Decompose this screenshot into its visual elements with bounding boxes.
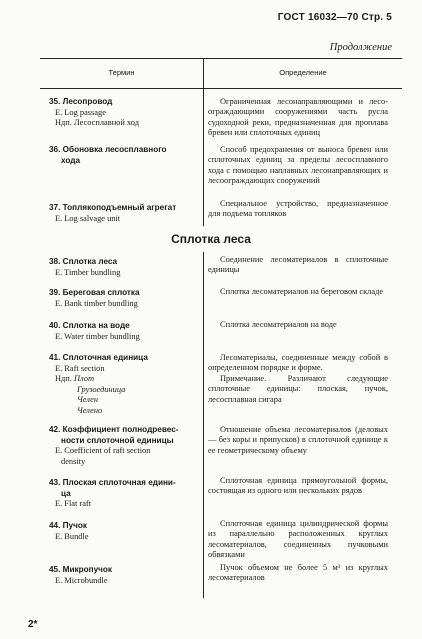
column-header-terms: Термин [108,68,135,77]
definition-38: Соединение лесоматериалов в сплоточные единицы [208,255,388,275]
term-entry-41: 41. Сплоточная единица E. Raft section Ндп. Плот Грузоединица Челен Челено [49,353,148,415]
term-entry-45: 45. Микропучок E. Microbundle [49,565,112,585]
term-entry-38: 38. Сплотка леса E. Timber bundling [49,257,121,277]
continuation-label: Продолжение [329,42,392,53]
definition-41: Лесоматериалы, соединенные между собой в определенном порядке и форме. Примечание. Различают следующие сплоточные единицы: плоская, пучок, лесосплавная сигара [208,353,388,404]
definition-37: Специальное устройство, предназначенное для подъема топляков [208,199,388,219]
term-entry-36: 36. Обоновка лесосплавного хода [49,145,167,165]
definition-35: Ограниченная лесонаправляющими и лесо-ограждающими сооружениями часть русла судоходной реки, предназначенная для проплава бревен или сплоточных единиц [208,97,388,138]
page-footer-mark: 2* [28,619,38,630]
definition-39: Сплотка лесоматериалов на береговом складе [220,287,384,296]
definition-36: Способ предохранения от выноса бревен или сплоточных единиц за пределы лесосплавного хода с помощью наплавных лесонаправляющих и лесоограждающих сооружений [208,145,388,186]
definition-43: Сплоточная единица прямоугольной формы, состоящая из одного или нескольких рядов [208,476,388,496]
term-entry-40: 40. Сплотка на воде E. Water timber bundling [49,321,140,341]
definition-44: Сплоточная единица цилиндрической формы из параллельно расположенных круглых лесоматериалов, соединенных пучковыми обвязками [208,519,388,560]
term-entry-35: 35. Лесопровод E. Log passage Ндп. Лесосплавной ход [49,97,140,127]
definition-42: Отношение объема лесоматериалов (деловых — без коры и припусков) в сплоточной единице к ее геометрическому объему [208,425,388,455]
table-header-rule [40,88,402,89]
definition-40: Сплотка лесоматериалов на воде [220,320,337,329]
term-entry-42: 42. Коэффициент полнодревес- ности сплоточной единицы E. Coefficient of raft section density [49,425,179,466]
column-header-definition: Определение [279,68,327,77]
definition-45: Пучок объемом не более 5 м³ из круглых лесоматериалов [208,563,388,583]
table-top-rule [40,58,402,59]
term-entry-39: 39. Береговая сплотка E. Bank timber bundling [49,288,140,308]
column-divider-top [203,58,204,226]
column-divider-bottom [203,252,204,598]
term-entry-44: 44. Пучок E. Bundle [49,521,89,541]
page-header-code: ГОСТ 16032—70 Стр. 5 [277,12,392,23]
term-entry-37: 37. Топлякоподъемный агрегат E. Log salvage unit [49,203,177,223]
section-title: Сплотка леса [171,232,251,246]
term-entry-43: 43. Плоская сплоточная едини- ца E. Flat raft [49,478,176,508]
